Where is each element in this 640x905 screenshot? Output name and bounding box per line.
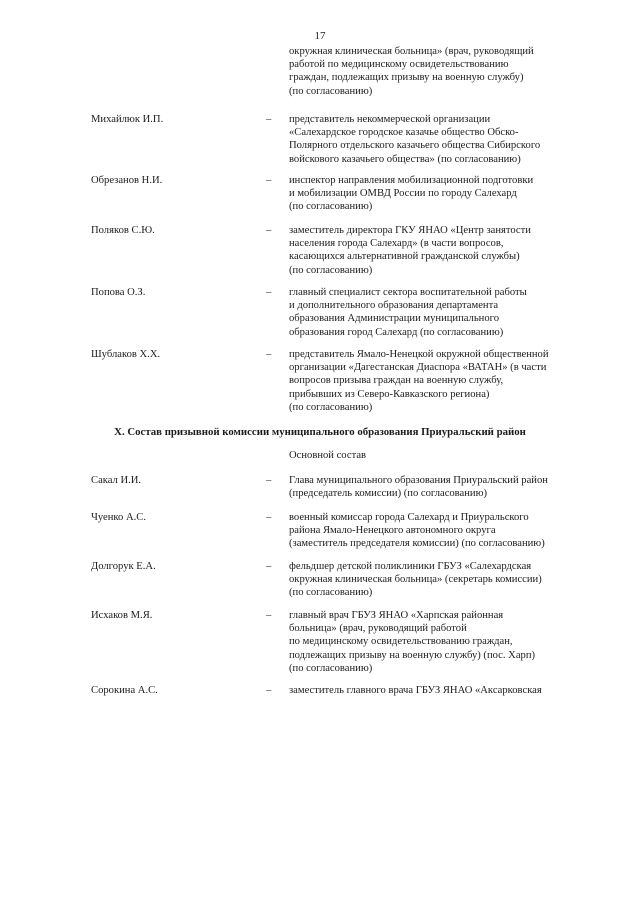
description-line: и мобилизации ОМВД России по городу Салехард [289, 188, 517, 200]
member-name: Сакал И.И. [91, 475, 142, 486]
description-line: подлежащих призыву на военную службу) (пос. Харп) [289, 649, 536, 661]
member-name: Сорокина А.С. [91, 685, 158, 696]
member-description [289, 511, 607, 551]
description-line: населения города Салехард» (в части вопросов, [289, 238, 504, 250]
member-description [289, 684, 607, 697]
member-name: Шублаков Х.Х. [91, 349, 161, 360]
description-line: касающихся альтернативной гражданской службы) [289, 251, 520, 263]
description-line: представитель некоммерческой организации [289, 114, 491, 125]
member-description [289, 113, 607, 166]
description-line: заместитель директора ГКУ ЯНАО «Центр занятости [289, 225, 531, 236]
description-line: и дополнительного образования департамента [289, 300, 499, 312]
member-dash: – [266, 114, 272, 125]
description-line: района Ямало-Ненецкого автономного округа [289, 525, 496, 537]
member-dash: – [266, 225, 272, 236]
description-line: (по согласованию) [289, 201, 373, 213]
description-line: (заместитель председателя комиссии) (по согласованию) [289, 538, 545, 550]
description-line: образования Администрации муниципального [289, 313, 500, 325]
member-description [289, 348, 607, 414]
description-line: заместитель главного врача ГБУЗ ЯНАО «Аксарковская [289, 685, 542, 696]
description-line: (по согласованию) [289, 85, 373, 97]
description-line: (по согласованию) [289, 401, 373, 413]
description-line: «Салехардское городское казачье общество Обско- [289, 127, 519, 139]
description-line: (по согласованию) [289, 264, 373, 276]
description-line: инспектор направления мобилизационной подготовки [289, 175, 534, 186]
member-name: Исхаков М.Я. [91, 610, 153, 621]
member-dash: – [266, 610, 272, 621]
member-name: Михайлюк И.П. [91, 114, 164, 125]
description-line: больница» (врач, руководящий работой [289, 623, 467, 635]
description-line: образования город Салехард (по согласованию) [289, 326, 504, 338]
description-line: окружная клиническая больница» (врач, руководящий [289, 46, 534, 57]
description-line: (по согласованию) [289, 662, 373, 674]
member-dash: – [266, 175, 272, 186]
member-description [289, 45, 607, 98]
description-line: окружная клиническая больница» (секретарь комиссии) [289, 574, 542, 586]
member-dash: – [266, 349, 272, 360]
description-line: войскового казачьего общества» (по согласованию) [289, 153, 521, 165]
member-dash: – [266, 475, 272, 486]
description-line: главный специалист сектора воспитательной работы [289, 287, 527, 298]
member-description [289, 174, 607, 214]
member-description [289, 560, 607, 600]
description-line: граждан, подлежащих призыву на военную службу) [289, 72, 524, 84]
description-line: организации «Дагестанская Диаспора «ВАТАН» (в части [289, 362, 547, 374]
member-name: Долгорук Е.А. [91, 561, 156, 572]
member-name: Поляков С.Ю. [91, 225, 155, 236]
description-line: представитель Ямало-Ненецкой окружной общественной [289, 349, 549, 360]
description-line: Глава муниципального образования Приуральский район [289, 475, 548, 486]
member-description [289, 609, 607, 675]
member-dash: – [266, 685, 272, 696]
description-line: (по согласованию) [289, 587, 373, 599]
section-subheading: Основной состав [289, 450, 367, 461]
member-description [289, 474, 607, 500]
member-description [289, 286, 607, 339]
description-line: Полярного отдельского казачьего общества Сибирского [289, 140, 541, 152]
description-line: (председатель комиссии) (по согласованию) [289, 488, 488, 500]
description-line: фельдшер детской поликлиники ГБУЗ «Салехардская [289, 561, 532, 572]
member-description [289, 224, 607, 277]
description-line: вопросов призыва граждан на военную службу, [289, 375, 504, 387]
description-line: прибывших из Северо-Кавказского региона) [289, 388, 490, 400]
description-line: по медицинскому освидетельствованию граждан, [289, 636, 513, 648]
member-name: Попова О.З. [91, 287, 146, 298]
description-line: работой по медицинскому освидетельствованию [289, 59, 509, 71]
section-heading: X. Состав призывной комиссии муниципального образования Приуральский район [114, 426, 526, 438]
member-dash: – [266, 561, 272, 572]
member-name: Обрезанов Н.И. [91, 175, 163, 186]
member-dash: – [266, 287, 272, 298]
member-name: Чуенко А.С. [91, 512, 146, 523]
page-number: 17 [314, 30, 326, 42]
description-line: военный комиссар города Салехард и Приуральского [289, 512, 529, 523]
member-dash: – [266, 512, 272, 523]
description-line: главный врач ГБУЗ ЯНАО «Харпская районная [289, 610, 504, 621]
